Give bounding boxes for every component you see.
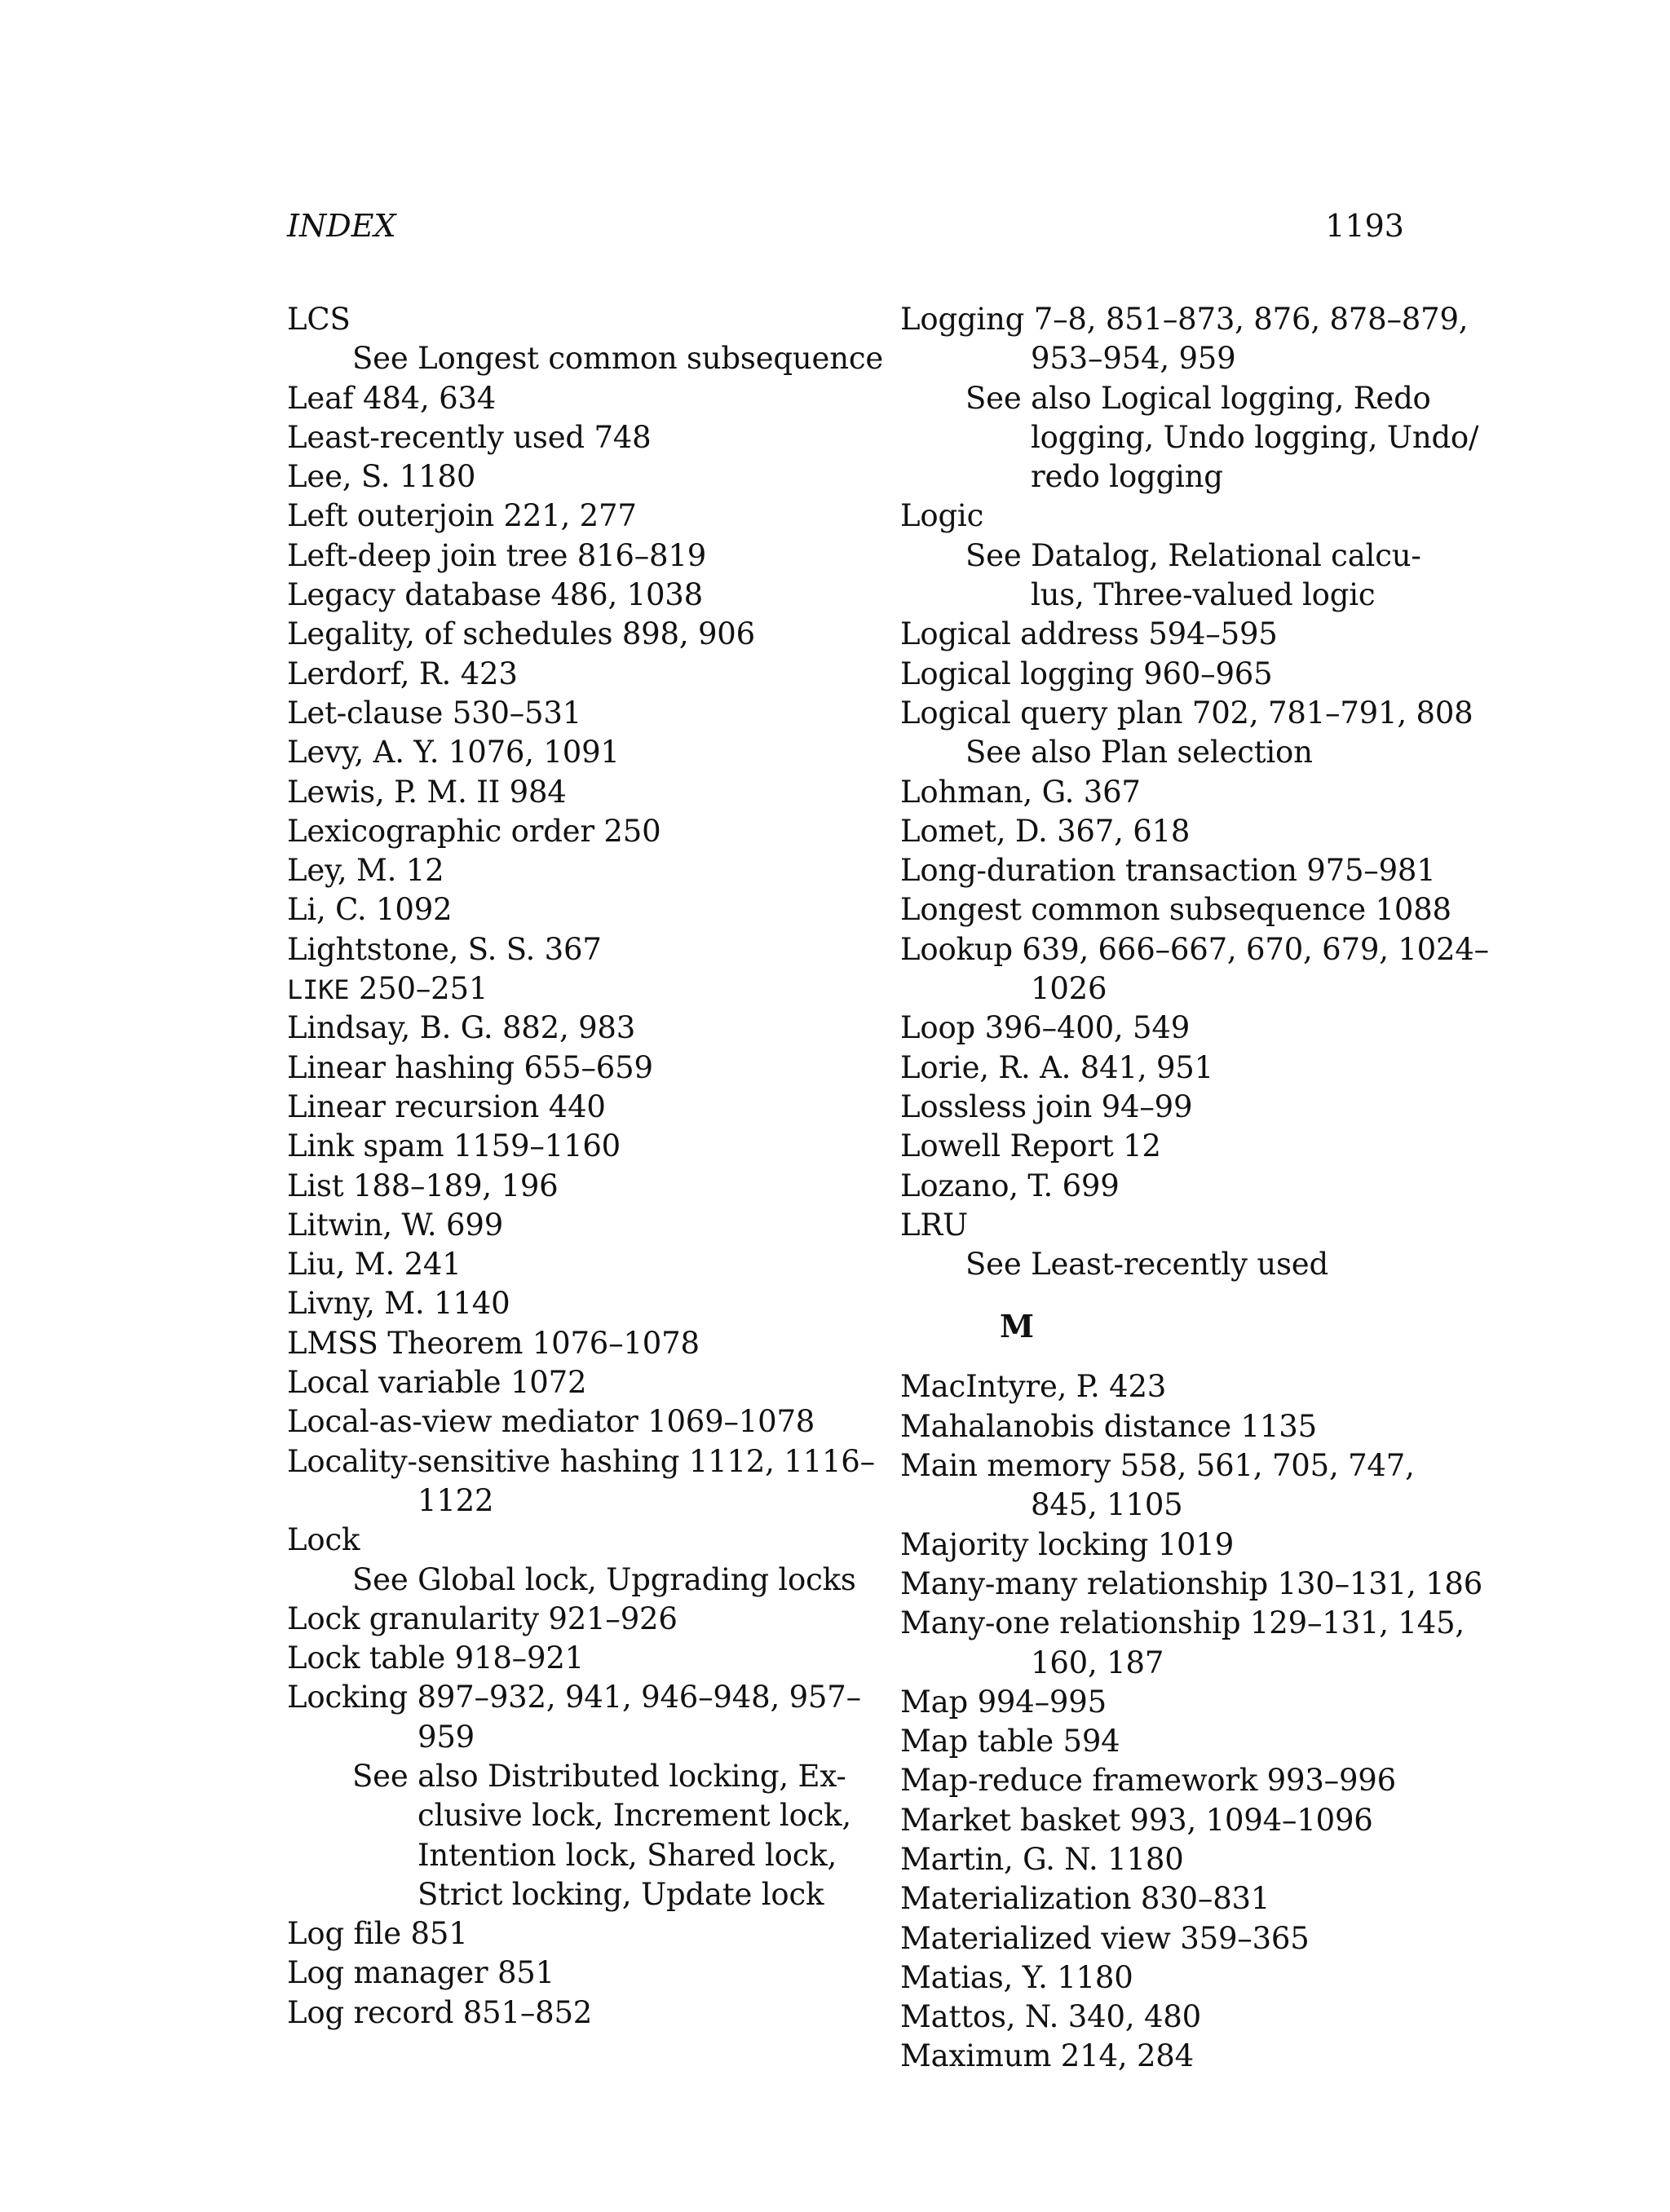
index-entry: Lossless join 94–99 xyxy=(900,1088,1193,1124)
index-entry: Materialization 830–831 xyxy=(900,1881,1270,1917)
section-letter-heading: M xyxy=(1000,1308,1035,1345)
index-entry: Let-clause 530–531 xyxy=(287,695,582,731)
index-entry: Levy, A. Y. 1076, 1091 xyxy=(287,735,620,770)
index-entry: Locality-sensitive hashing 1112, 1116– xyxy=(287,1443,875,1479)
index-entry: Mattos, N. 340, 480 xyxy=(900,1999,1201,2035)
index-entry: Mahalanobis distance 1135 xyxy=(900,1408,1317,1444)
index-entry: Lorie, R. A. 841, 951 xyxy=(900,1049,1213,1085)
index-entry: MacIntyre, P. 423 xyxy=(900,1369,1167,1405)
index-subentry: 959 xyxy=(418,1719,475,1755)
index-entry: Legacy database 486, 1038 xyxy=(287,577,703,613)
index-entry: Lookup 639, 666–667, 670, 679, 1024– xyxy=(900,931,1489,967)
index-entry xyxy=(287,969,858,1009)
index-entry: Logical logging 960–965 xyxy=(900,656,1273,691)
index-entry: Maximum 214, 284 xyxy=(900,2038,1194,2074)
index-subentry: Strict locking, Update lock xyxy=(418,1876,824,1912)
index-subentry: Intention lock, Shared lock, xyxy=(418,1837,837,1873)
page-header xyxy=(287,205,1404,254)
index-entry-keyword: LIKE xyxy=(287,974,350,1006)
index-column-left xyxy=(287,300,884,2033)
index-entry: Local variable 1072 xyxy=(287,1365,587,1401)
running-head: INDEX xyxy=(287,208,396,244)
index-entry: Matias, Y. 1180 xyxy=(900,1959,1133,1995)
index-entry: Logging 7–8, 851–873, 876, 878–879, xyxy=(900,302,1469,337)
index-entry: Logical query plan 702, 781–791, 808 xyxy=(900,695,1473,731)
index-entry: Logic xyxy=(900,498,984,534)
index-entry: Left-deep join tree 816–819 xyxy=(287,537,707,573)
index-entry: Lohman, G. 367 xyxy=(900,774,1141,810)
index-subentry: See Least-recently used xyxy=(965,1247,1328,1283)
index-entry: Left outerjoin 221, 277 xyxy=(287,498,637,534)
index-entry: Map table 594 xyxy=(900,1724,1120,1759)
index-group-l-continued xyxy=(900,300,1489,1284)
index-column-right xyxy=(900,300,1489,2077)
index-subentry: logging, Undo logging, Undo/ xyxy=(1031,419,1479,455)
index-entry: Li, C. 1092 xyxy=(287,892,453,928)
index-entry: Liu, M. 241 xyxy=(287,1247,462,1283)
index-entry: LMSS Theorem 1076–1078 xyxy=(287,1325,700,1361)
index-entry: Livny, M. 1140 xyxy=(287,1286,510,1322)
index-entry: Martin, G. N. 1180 xyxy=(900,1841,1184,1877)
index-entry-pages: 250–251 xyxy=(349,971,488,1007)
index-entry: Lindsay, B. G. 882, 983 xyxy=(287,1010,636,1046)
index-subentry: 845, 1105 xyxy=(1031,1487,1183,1523)
index-entry: Lozano, T. 699 xyxy=(900,1168,1120,1203)
index-entry: Litwin, W. 699 xyxy=(287,1207,504,1243)
index-subentry: redo logging xyxy=(1031,459,1223,495)
index-entry: List 188–189, 196 xyxy=(287,1168,559,1203)
index-subentry: 1026 xyxy=(1031,971,1107,1007)
index-entry: Log file 851 xyxy=(287,1916,468,1952)
index-entry: Lowell Report 12 xyxy=(900,1128,1161,1164)
index-entry: Lerdorf, R. 423 xyxy=(287,656,518,691)
index-entry: Linear recursion 440 xyxy=(287,1088,606,1124)
index-entry: Market basket 993, 1094–1096 xyxy=(900,1802,1373,1838)
index-entry: LCS xyxy=(287,302,351,337)
index-entry: LRU xyxy=(900,1207,969,1243)
index-entry: Lexicographic order 250 xyxy=(287,813,661,849)
index-entry: Link spam 1159–1160 xyxy=(287,1128,621,1164)
index-entry: Materialized view 359–365 xyxy=(900,1920,1310,1956)
index-subentry: 160, 187 xyxy=(1031,1645,1164,1680)
index-entry: Lewis, P. M. II 984 xyxy=(287,774,567,810)
index-entry: Long-duration transaction 975–981 xyxy=(900,853,1436,889)
index-subentry: See also Distributed locking, Ex- xyxy=(352,1758,846,1794)
index-entry: Lock xyxy=(287,1522,360,1558)
index-entry: Log record 851–852 xyxy=(287,1994,593,2030)
index-subentry: See Longest common subsequence xyxy=(352,341,884,377)
index-entry: Many-one relationship 129–131, 145, xyxy=(900,1605,1465,1641)
index-entry: Ley, M. 12 xyxy=(287,853,444,889)
index-entry: Logical address 594–595 xyxy=(900,616,1278,652)
index-entry: Lock table 918–921 xyxy=(287,1640,584,1676)
section-gap xyxy=(900,1284,1463,1307)
index-entry: Lock granularity 921–926 xyxy=(287,1600,678,1636)
index-subentry: See Datalog, Relational calcu- xyxy=(965,537,1421,573)
index-entry: Longest common subsequence 1088 xyxy=(900,892,1451,928)
index-entry: Main memory 558, 561, 705, 747, xyxy=(900,1448,1415,1484)
index-subentry: clusive lock, Increment lock, xyxy=(418,1798,851,1834)
index-entry: Many-many relationship 130–131, 186 xyxy=(900,1565,1483,1601)
index-entry: Map-reduce framework 993–996 xyxy=(900,1763,1396,1799)
index-entry: Log manager 851 xyxy=(287,1955,554,1991)
index-subentry: lus, Three-valued logic xyxy=(1031,577,1376,613)
index-entry: Lomet, D. 367, 618 xyxy=(900,813,1191,849)
index-entry: Legality, of schedules 898, 906 xyxy=(287,616,755,652)
index-entry: Majority locking 1019 xyxy=(900,1526,1235,1562)
index-subentry: See Global lock, Upgrading locks xyxy=(352,1561,856,1597)
index-entry: Leaf 484, 634 xyxy=(287,380,497,416)
index-entry: Loop 396–400, 549 xyxy=(900,1010,1191,1046)
index-entry: Locking 897–932, 941, 946–948, 957– xyxy=(287,1680,861,1715)
index-entry: Least-recently used 748 xyxy=(287,419,652,455)
index-subentry: 953–954, 959 xyxy=(1031,341,1236,377)
index-subentry: See also Logical logging, Redo xyxy=(965,380,1431,416)
index-entry: Lee, S. 1180 xyxy=(287,459,476,495)
index-subentry: See also Plan selection xyxy=(965,735,1313,770)
index-entry: Local-as-view mediator 1069–1078 xyxy=(287,1404,815,1440)
page-number: 1193 xyxy=(1325,208,1404,244)
index-subentry: 1122 xyxy=(418,1482,494,1518)
index-entry: Map 994–995 xyxy=(900,1684,1107,1720)
index-entry: Linear hashing 655–659 xyxy=(287,1049,653,1085)
index-entry: Lightstone, S. S. 367 xyxy=(287,931,602,967)
index-group-m xyxy=(900,1367,1483,2076)
